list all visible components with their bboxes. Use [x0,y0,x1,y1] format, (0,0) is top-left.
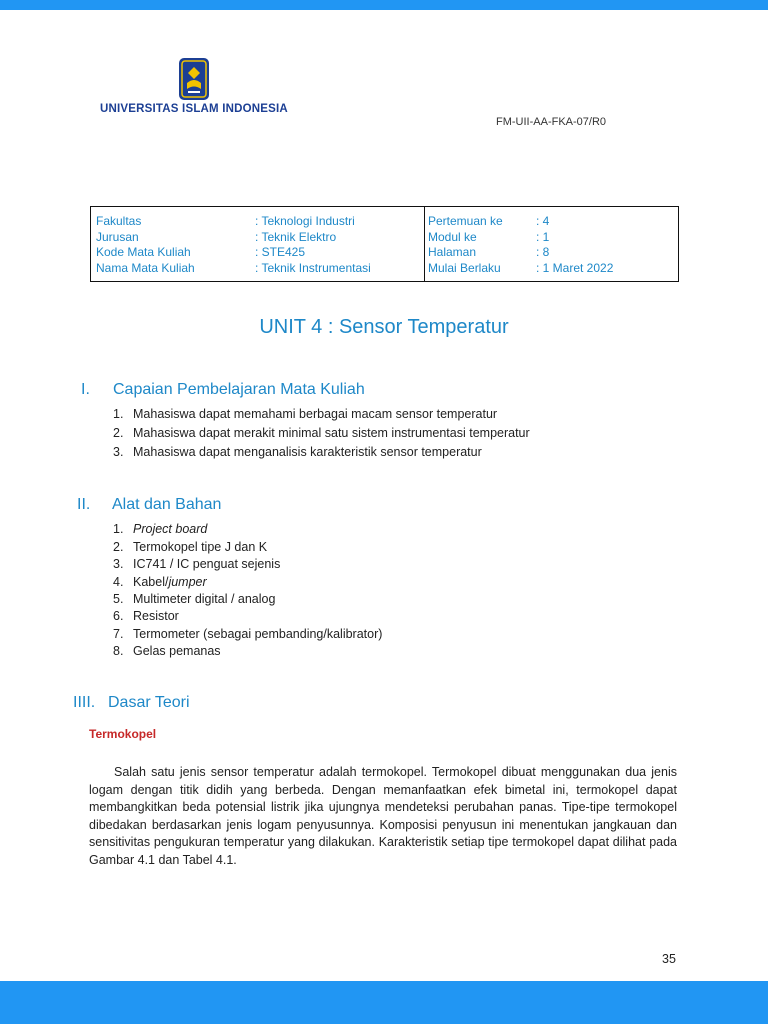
section-title: Capaian Pembelajaran Mata Kuliah [113,381,365,398]
list-item: 6. Resistor [113,609,179,623]
info-label-mulai: Mulai Berlaku [428,261,501,275]
info-label-nama: Nama Mata Kuliah [96,261,195,275]
info-value-mulai: : 1 Maret 2022 [536,261,614,275]
section-title: Dasar Teori [108,694,190,711]
info-value-modul: : 1 [536,230,550,244]
list-item: 5. Multimeter digital / analog [113,592,276,606]
info-label-halaman: Halaman [428,245,477,259]
section-number: IIII. [73,694,96,711]
info-label-jurusan: Jurusan [96,230,139,244]
info-value-fakultas: : Teknologi Industri [255,214,355,228]
info-value-nama: : Teknik Instrumentasi [255,261,371,275]
list-item: 4. Kabel/jumper [113,575,207,589]
list-item: 2. Termokopel tipe J dan K [113,540,268,554]
uii-emblem-icon [178,57,210,101]
info-value-pertemuan: : 4 [536,214,550,228]
info-value-halaman: : 8 [536,245,550,259]
university-name: UNIVERSITAS ISLAM INDONESIA [100,103,288,115]
page-number: 35 [662,952,676,966]
list-item: 8. Gelas pemanas [113,644,221,658]
list-item: 3. IC741 / IC penguat sejenis [113,557,281,571]
list-item: 1. Project board [113,522,208,536]
info-box-divider [424,207,425,281]
top-accent-bar [0,0,768,10]
university-logo [100,57,300,119]
list-item: 7. Termometer (sebagai pembanding/kalibrator) [113,627,383,641]
unit-title: UNIT 4 : Sensor Temperatur [259,316,509,338]
list-item: 2. Mahasiswa dapat merakit minimal satu sistem instrumentasi temperatur [113,426,530,440]
info-label-kode: Kode Mata Kuliah [96,245,191,259]
info-label-modul: Modul ke [428,230,477,244]
form-code: FM-UII-AA-FKA-07/R0 [496,116,607,128]
bottom-accent-bar [0,981,768,1024]
section-number: II. [77,496,91,513]
body-paragraph: Salah satu jenis sensor temperatur adalah termokopel. Termokopel dibuat menggunakan dua jenis logam dengan titik didih yang berbeda. Dengan memanfaatkan efek bimetal ini, termokopel dapat membangkitkan beda potensial listrik jika ujungnya mendeteksi perubahan panas. Tipe-tipe termokopel dibedakan berdasarkan jenis logam penyusunnya. Komposisi penyusun ini menentukan jangkauan dan sensitivitas pengukuran temperatur yang dilakukan. Karakteristik setiap tipe termokopel dapat dilihat pada Gambar 4.1 dan Tabel 4.1. [89,765,677,867]
info-value-jurusan: : Teknik Elektro [255,230,337,244]
info-label-pertemuan: Pertemuan ke [428,214,503,228]
list-item: 1. Mahasiswa dapat memahami berbagai macam sensor temperatur [113,407,498,421]
info-label-fakultas: Fakultas [96,214,142,228]
subheading-termokopel: Termokopel [89,727,157,741]
course-info-box [90,206,679,282]
section-number: I. [81,381,90,398]
section-title: Alat dan Bahan [112,496,222,513]
list-item: 3. Mahasiswa dapat menganalisis karakteristik sensor temperatur [113,445,482,459]
info-value-kode: : STE425 [255,245,306,259]
